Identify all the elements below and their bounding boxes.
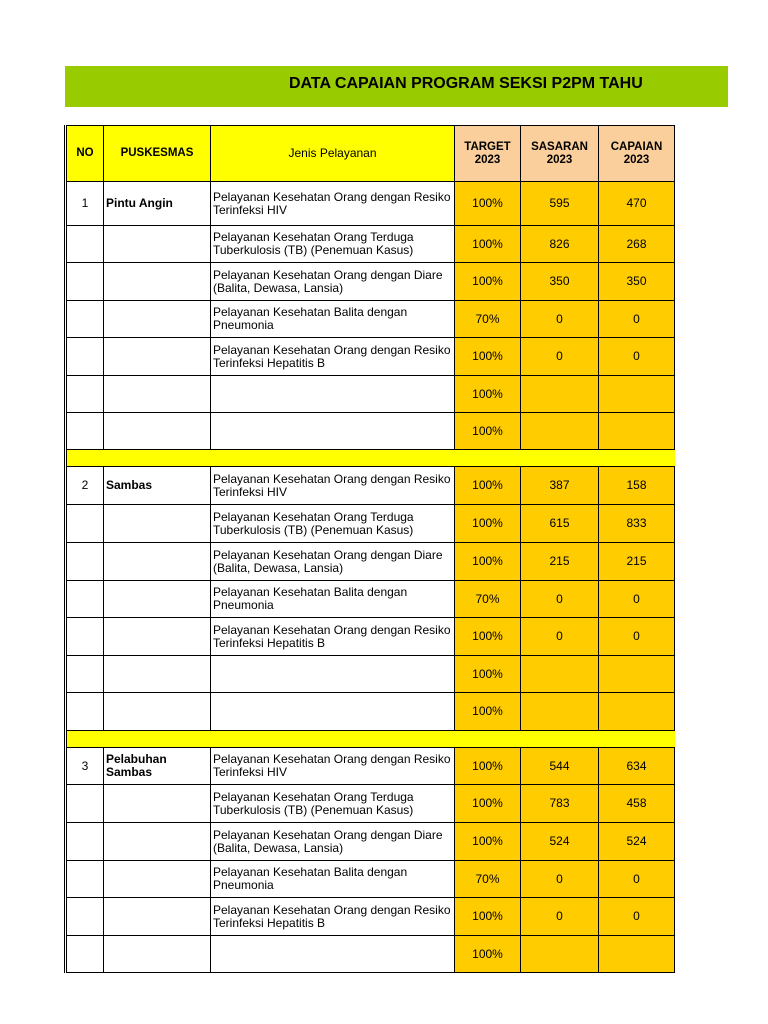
table-row: [66, 861, 675, 898]
puskesmas-cell: [104, 376, 211, 413]
no-cell: [66, 785, 104, 823]
puskesmas-cell: [104, 785, 211, 823]
table-row: [66, 226, 675, 263]
no-cell: 2: [66, 467, 104, 505]
sasaran-cell: 826: [521, 226, 599, 263]
capaian-cell: [599, 656, 675, 693]
sasaran-cell: [521, 656, 599, 693]
no-cell: 1: [66, 182, 104, 226]
table-row: [66, 505, 675, 543]
header-sasaran: SASARAN 2023: [521, 126, 599, 182]
no-cell: 3: [66, 748, 104, 785]
jenis-pelayanan-cell: [211, 376, 455, 413]
jenis-pelayanan-cell: Pelayanan Kesehatan Balita dengan Pneumonia: [211, 581, 455, 618]
capaian-cell: [599, 936, 675, 973]
no-cell: [66, 301, 104, 338]
no-cell: [66, 543, 104, 581]
table-row: [66, 376, 675, 413]
puskesmas-cell: [104, 656, 211, 693]
sasaran-cell: 0: [521, 861, 599, 898]
table-row: [66, 693, 675, 731]
capaian-cell: [599, 693, 675, 731]
jenis-pelayanan-cell: Pelayanan Kesehatan Orang dengan Resiko Terinfeksi HIV: [211, 748, 455, 785]
capaian-cell: [599, 376, 675, 413]
sasaran-cell: [521, 936, 599, 973]
jenis-pelayanan-cell: [211, 693, 455, 731]
capaian-cell: 268: [599, 226, 675, 263]
jenis-pelayanan-cell: Pelayanan Kesehatan Orang dengan Resiko Terinfeksi Hepatitis B: [211, 618, 455, 656]
table-row: [66, 413, 675, 450]
puskesmas-cell: [104, 226, 211, 263]
jenis-pelayanan-cell: Pelayanan Kesehatan Balita dengan Pneumonia: [211, 861, 455, 898]
sasaran-cell: [521, 376, 599, 413]
sasaran-cell: 0: [521, 618, 599, 656]
header-jenis-pelayanan: Jenis Pelayanan: [211, 126, 455, 182]
jenis-pelayanan-cell: Pelayanan Kesehatan Orang dengan Diare (Balita, Dewasa, Lansia): [211, 543, 455, 581]
capaian-cell: 634: [599, 748, 675, 785]
target-cell: 100%: [455, 898, 521, 936]
puskesmas-cell: Pintu Angin: [104, 182, 211, 226]
jenis-pelayanan-cell: Pelayanan Kesehatan Balita dengan Pneumonia: [211, 301, 455, 338]
target-cell: 100%: [455, 543, 521, 581]
header-capaian: CAPAIAN 2023: [599, 126, 675, 182]
puskesmas-cell: [104, 505, 211, 543]
target-cell: 100%: [455, 618, 521, 656]
sasaran-cell: 783: [521, 785, 599, 823]
capaian-cell: 458: [599, 785, 675, 823]
table-row: [66, 898, 675, 936]
target-cell: 70%: [455, 301, 521, 338]
jenis-pelayanan-cell: Pelayanan Kesehatan Orang dengan Diare (Balita, Dewasa, Lansia): [211, 263, 455, 301]
capaian-cell: 0: [599, 861, 675, 898]
table-row: [66, 263, 675, 301]
no-cell: [66, 263, 104, 301]
table-row: [66, 182, 675, 226]
target-cell: 100%: [455, 182, 521, 226]
capaian-cell: 0: [599, 618, 675, 656]
sasaran-cell: 350: [521, 263, 599, 301]
table-row: [66, 785, 675, 823]
sasaran-cell: [521, 693, 599, 731]
no-cell: [66, 413, 104, 450]
table-row: [66, 656, 675, 693]
puskesmas-cell: [104, 581, 211, 618]
no-cell: [66, 898, 104, 936]
target-cell: 100%: [455, 693, 521, 731]
jenis-pelayanan-cell: [211, 936, 455, 973]
jenis-pelayanan-cell: Pelayanan Kesehatan Orang dengan Resiko Terinfeksi HIV: [211, 467, 455, 505]
no-cell: [66, 936, 104, 973]
puskesmas-cell: [104, 543, 211, 581]
capaian-cell: 350: [599, 263, 675, 301]
target-cell: 100%: [455, 748, 521, 785]
header-no: NO: [66, 126, 104, 182]
table-row: [66, 301, 675, 338]
puskesmas-cell: [104, 263, 211, 301]
jenis-pelayanan-cell: Pelayanan Kesehatan Orang Terduga Tuberkulosis (TB) (Penemuan Kasus): [211, 785, 455, 823]
no-cell: [66, 338, 104, 376]
target-cell: 100%: [455, 823, 521, 861]
target-cell: 70%: [455, 861, 521, 898]
capaian-cell: 0: [599, 338, 675, 376]
puskesmas-cell: Sambas: [104, 467, 211, 505]
no-cell: [66, 226, 104, 263]
table-row: [66, 581, 675, 618]
target-cell: 100%: [455, 338, 521, 376]
no-cell: [66, 376, 104, 413]
capaian-cell: 0: [599, 581, 675, 618]
no-cell: [66, 693, 104, 731]
page-title: DATA CAPAIAN PROGRAM SEKSI P2PM TAHU: [289, 75, 643, 92]
sasaran-cell: 0: [521, 581, 599, 618]
table-row: [66, 338, 675, 376]
puskesmas-cell: [104, 898, 211, 936]
sasaran-cell: 0: [521, 301, 599, 338]
table-row: [66, 748, 675, 785]
sasaran-cell: 544: [521, 748, 599, 785]
sasaran-cell: 524: [521, 823, 599, 861]
sasaran-cell: 595: [521, 182, 599, 226]
capaian-cell: 0: [599, 898, 675, 936]
sasaran-cell: [521, 413, 599, 450]
table-row: [66, 543, 675, 581]
title-banner: [65, 66, 728, 107]
capaian-cell: 470: [599, 182, 675, 226]
sasaran-cell: 387: [521, 467, 599, 505]
jenis-pelayanan-cell: Pelayanan Kesehatan Orang Terduga Tuberkulosis (TB) (Penemuan Kasus): [211, 226, 455, 263]
separator-band: [66, 731, 675, 748]
puskesmas-cell: [104, 618, 211, 656]
puskesmas-cell: [104, 338, 211, 376]
sasaran-cell: 215: [521, 543, 599, 581]
capaian-cell: 215: [599, 543, 675, 581]
capaian-cell: 0: [599, 301, 675, 338]
table-row: [66, 618, 675, 656]
sasaran-cell: 0: [521, 898, 599, 936]
jenis-pelayanan-cell: Pelayanan Kesehatan Orang dengan Resiko Terinfeksi Hepatitis B: [211, 898, 455, 936]
jenis-pelayanan-cell: Pelayanan Kesehatan Orang dengan Resiko Terinfeksi Hepatitis B: [211, 338, 455, 376]
header-puskesmas: PUSKESMAS: [104, 126, 211, 182]
puskesmas-cell: [104, 413, 211, 450]
target-cell: 100%: [455, 226, 521, 263]
jenis-pelayanan-cell: [211, 413, 455, 450]
jenis-pelayanan-cell: Pelayanan Kesehatan Orang dengan Diare (Balita, Dewasa, Lansia): [211, 823, 455, 861]
capaian-cell: 833: [599, 505, 675, 543]
header-target: TARGET 2023: [455, 126, 521, 182]
capaian-cell: 158: [599, 467, 675, 505]
target-cell: 100%: [455, 376, 521, 413]
puskesmas-cell: [104, 301, 211, 338]
no-cell: [66, 618, 104, 656]
target-cell: 100%: [455, 936, 521, 973]
group-separator: [66, 731, 675, 748]
no-cell: [66, 505, 104, 543]
target-cell: 100%: [455, 785, 521, 823]
target-cell: 100%: [455, 413, 521, 450]
jenis-pelayanan-cell: Pelayanan Kesehatan Orang Terduga Tuberkulosis (TB) (Penemuan Kasus): [211, 505, 455, 543]
no-cell: [66, 656, 104, 693]
table-row: [66, 467, 675, 505]
header-row: [66, 126, 675, 182]
puskesmas-cell: [104, 693, 211, 731]
puskesmas-cell: [104, 861, 211, 898]
puskesmas-cell: [104, 823, 211, 861]
separator-band: [66, 450, 675, 467]
capaian-cell: 524: [599, 823, 675, 861]
table-row: [66, 823, 675, 861]
no-cell: [66, 861, 104, 898]
puskesmas-cell: Pelabuhan Sambas: [104, 748, 211, 785]
jenis-pelayanan-cell: [211, 656, 455, 693]
sasaran-cell: 0: [521, 338, 599, 376]
jenis-pelayanan-cell: Pelayanan Kesehatan Orang dengan Resiko Terinfeksi HIV: [211, 182, 455, 226]
table-row: [66, 936, 675, 973]
target-cell: 100%: [455, 505, 521, 543]
puskesmas-cell: [104, 936, 211, 973]
group-separator: [66, 450, 675, 467]
target-cell: 100%: [455, 656, 521, 693]
no-cell: [66, 581, 104, 618]
target-cell: 100%: [455, 467, 521, 505]
capaian-cell: [599, 413, 675, 450]
no-cell: [66, 823, 104, 861]
sasaran-cell: 615: [521, 505, 599, 543]
capaian-table: [64, 125, 675, 973]
target-cell: 100%: [455, 263, 521, 301]
target-cell: 70%: [455, 581, 521, 618]
